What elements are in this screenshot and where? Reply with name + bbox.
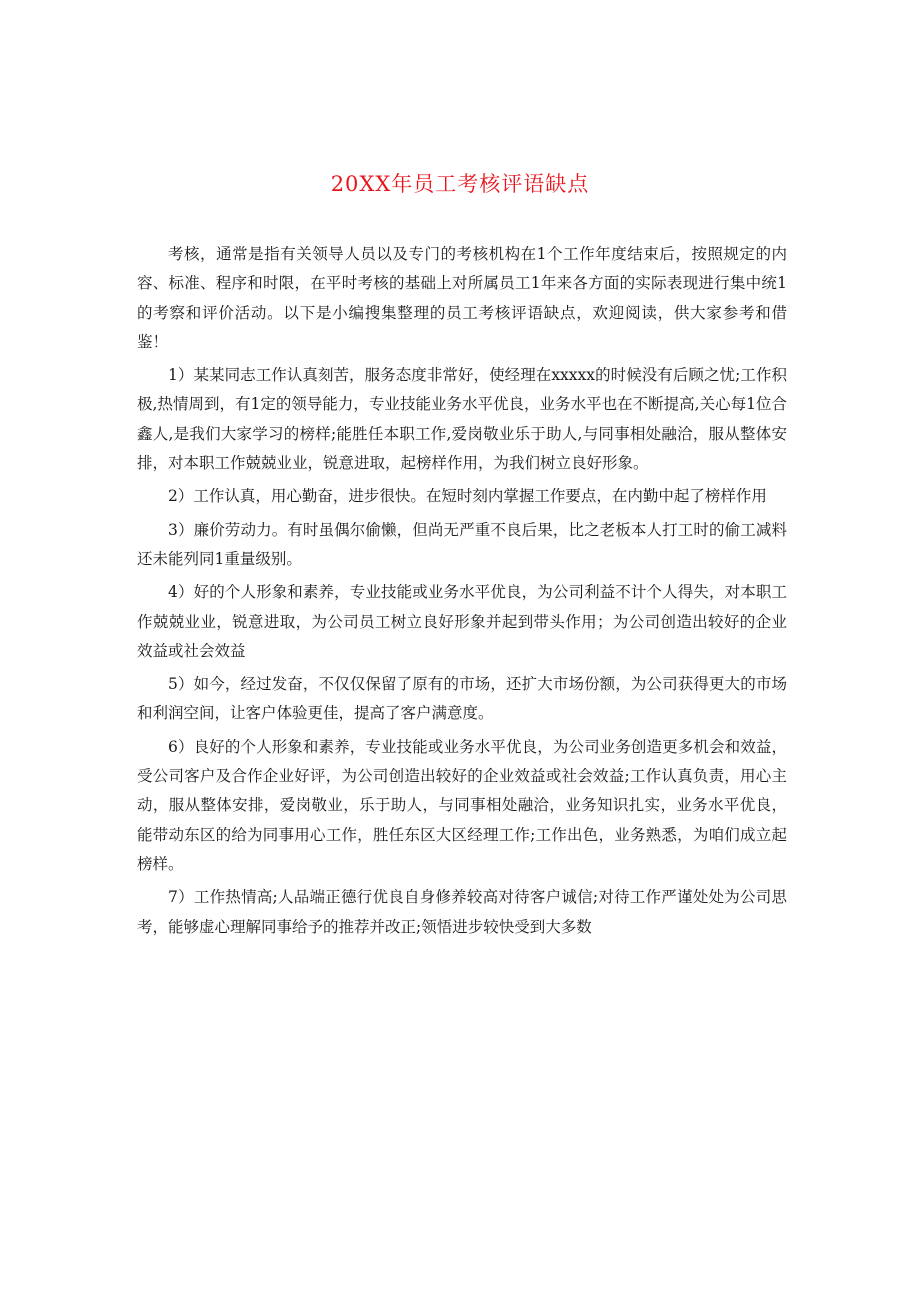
paragraph-intro: 考核，通常是指有关领导人员以及专门的考核机构在1个工作年度结束后，按照规定的内容、标准、程序和时限，在平时考核的基础上对所属员工1年来各方面的实际表现进行集中统1的考察和评价活动。以下是小编搜集整理的员工考核评语缺点，欢迎阅读，供大家参考和借鉴！ [137,245,787,351]
page-title: 20XX年员工考核评语缺点 [330,172,590,196]
paragraph-item-2: 2）工作认真，用心勤奋，进步很快。在短时刻内掌握工作要点，在内勤中起了榜样作用 [168,487,767,506]
paragraph-item-7: 7）工作热情高;人品端正德行优良自身修养较高对待客户诚信;对待工作严谨处处为公司思考，能够虚心理解同事给予的推荐并改正;领悟进步较快受到大多数 [137,888,787,936]
paragraph-item-4: 4）好的个人形象和素养，专业技能或业务水平优良，为公司利益不计个人得失，对本职工作兢兢业业，锐意进取，为公司员工树立良好形象并起到带头作用；为公司创造出较好的企业效益或社会效益 [137,583,787,660]
paragraph-item-3: 3）廉价劳动力。有时虽偶尔偷懒，但尚无严重不良后果，比之老板本人打工时的偷工减料还未能列同1重量级别。 [137,520,787,568]
paragraph-item-1: 1）某某同志工作认真刻苦，服务态度非常好，使经理在xxxxx的时候没有后顾之忧;工作积极,热情周到，有1定的领导能力，专业技能业务水平优良，业务水平也在不断提高,关心每1位合鑫人,是我们大家学习的榜样;能胜任本职工作,爱岗敬业乐于助人,与同事相处融洽，服从整体安排，对本职工作兢兢业业，锐意进取，起榜样作用，为我们树立良好形象。 [137,366,787,473]
document-body [137,240,787,946]
paragraph-item-6: 6）良好的个人形象和素养，专业技能或业务水平优良，为公司业务创造更多机会和效益，受公司客户及合作企业好评，为公司创造出较好的企业效益或社会效益;工作认真负责，用心主动，服从整体安排，爱岗敬业，乐于助人，与同事相处融洽，业务知识扎实，业务水平优良，能带动东区的给为同事用心工作，胜任东区大区经理工作;工作出色，业务熟悉，为咱们成立起榜样。 [137,737,787,873]
paragraph-item-5: 5）如今，经过发奋，不仅仅保留了原有的市场，还扩大市场份额，为公司获得更大的市场和利润空间，让客户体验更佳，提高了客户满意度。 [137,675,787,723]
